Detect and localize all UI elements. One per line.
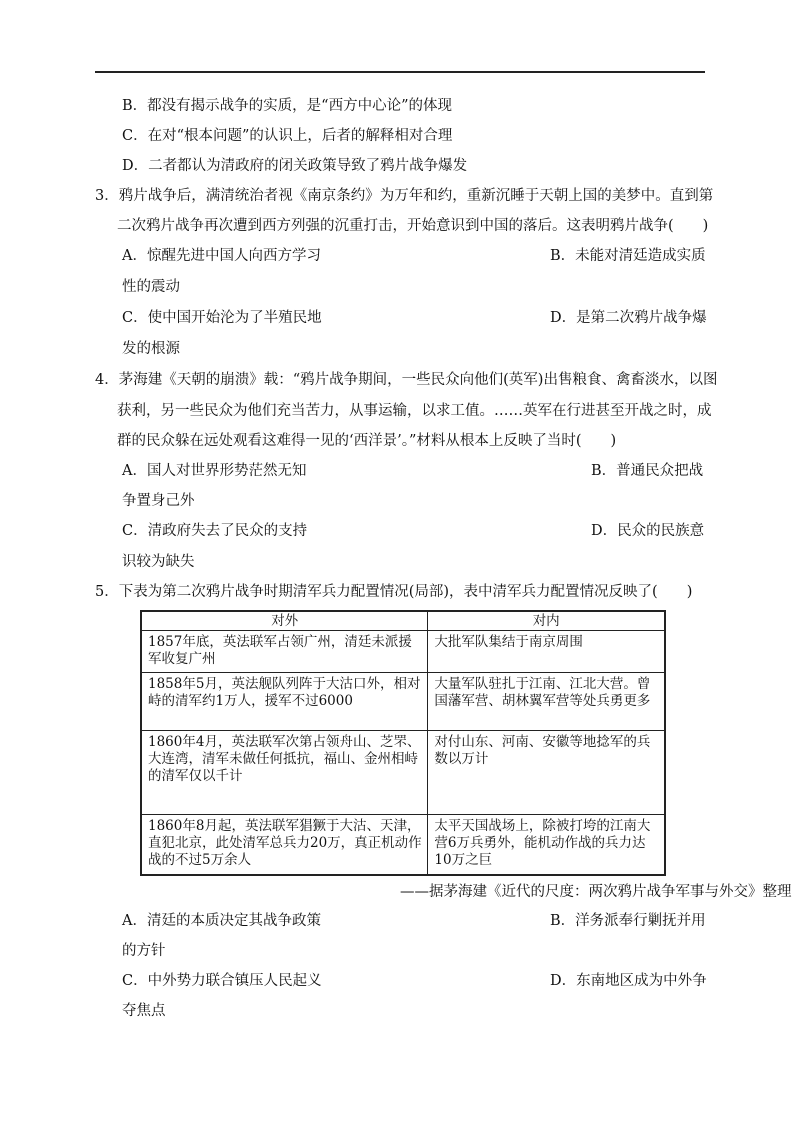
q4-stem-line2: 获利，另一些民众为他们充当苦力，从事运输，以求工值。……英军在行进甚至开战之时，成 bbox=[117, 403, 712, 419]
q5-stem: 5．下表为第二次鸦片战争时期清军兵力配置情况(局部)，表中清军兵力配置情况反映了( ) bbox=[95, 584, 693, 600]
q5-option-c: C．中外势力联合镇压人民起义 bbox=[122, 973, 322, 989]
q3-option-b-cont: 性的震动 bbox=[122, 279, 180, 295]
table-header-row bbox=[141, 611, 665, 631]
q4-option-b-cont: 争置身己外 bbox=[122, 493, 195, 509]
table-cell-domestic: 大量军队驻扎于江南、江北大营。曾国藩军营、胡林翼军营等处兵勇更多 bbox=[428, 673, 665, 731]
table-row bbox=[141, 631, 665, 673]
q5-option-a: A．清廷的本质决定其战争政策 bbox=[122, 913, 321, 929]
q3-option-a: A．惊醒先进中国人向西方学习 bbox=[122, 248, 321, 264]
table-cell-foreign-line1: 1860年4月，英法联军次第占领舟山、芝罘、 bbox=[148, 734, 421, 750]
q5-option-b: B．洋务派奉行剿抚并用 bbox=[550, 913, 706, 929]
table-row bbox=[141, 731, 665, 815]
troop-deployment-table bbox=[140, 610, 666, 876]
q4-stem-line3: 群的民众躲在远处观看这难得一见的‘西洋景’。”材料从根本上反映了当时( ) bbox=[117, 433, 617, 449]
header-rule bbox=[95, 71, 705, 73]
table-row bbox=[141, 815, 665, 875]
q2-option-c: C．在对“根本问题”的认识上，后者的解释相对合理 bbox=[122, 128, 453, 144]
q3-option-d: D．是第二次鸦片战争爆 bbox=[550, 310, 707, 326]
table-cell-domestic: 大批军队集结于南京周围 bbox=[428, 631, 665, 673]
q4-option-d-cont: 识较为缺失 bbox=[122, 554, 195, 570]
table-header-foreign: 对外 bbox=[141, 611, 428, 631]
q2-option-d: D．二者都认为清政府的闭关政策导致了鸦片战争爆发 bbox=[122, 158, 468, 174]
q5-option-b-cont: 的方针 bbox=[122, 943, 166, 959]
table-cell-domestic: 对付山东、河南、安徽等地捻军的兵数以万计 bbox=[428, 731, 665, 815]
q3-stem-line2: 二次鸦片战争再次遭到西方列强的沉重打击，开始意识到中国的落后。这表明鸦片战争( ) bbox=[117, 218, 709, 234]
q3-option-b: B．未能对清廷造成实质 bbox=[550, 248, 706, 264]
q3-option-c: C．使中国开始沦为了半殖民地 bbox=[122, 310, 322, 326]
q5-option-d-cont: 夺焦点 bbox=[122, 1003, 166, 1019]
table-cell-foreign: 1858年5月，英法舰队列阵于大沽口外，相对峙的清军约1万人，援军不过6000 bbox=[141, 673, 428, 731]
table-cell-foreign: 1860年8月起，英法联军猖獗于大沽、天津，直犯北京，此处清军总兵力20万，真正机动作战的不过5万余人 bbox=[141, 815, 428, 875]
table-cell-domestic: 太平天国战场上，除被打垮的江南大营6万兵勇外，能机动作战的兵力达10万之巨 bbox=[428, 815, 665, 875]
q4-option-a: A．国人对世界形势茫然无知 bbox=[122, 463, 307, 479]
table-cell-foreign: 1857年底，英法联军占领广州，清廷未派援军收复广州 bbox=[141, 631, 428, 673]
q4-option-c: C．清政府失去了民众的支持 bbox=[122, 523, 308, 539]
q3-stem-line1: 3．鸦片战争后，满清统治者视《南京条约》为万年和约，重新沉睡于天朝上国的美梦中。直到第 bbox=[95, 188, 714, 204]
q4-option-d: D．民众的民族意 bbox=[591, 523, 705, 539]
q3-option-d-cont: 发的根源 bbox=[122, 341, 180, 357]
q5-option-d: D．东南地区成为中外争 bbox=[550, 973, 707, 989]
table-source-note: ——据茅海建《近代的尺度：两次鸦片战争军事与外交》整理 bbox=[400, 884, 792, 900]
table-cell-foreign bbox=[141, 731, 428, 815]
table-cell-foreign-line2: 大连湾，清军未做任何抵抗，福山、金州相峙的清军仅以千计 bbox=[148, 751, 418, 784]
q2-option-b: B．都没有揭示战争的实质，是“西方中心论”的体现 bbox=[122, 98, 452, 114]
q4-option-b: B．普通民众把战 bbox=[591, 463, 704, 479]
q4-stem-line1: 4．茅海建《天朝的崩溃》载：“鸦片战争期间，一些民众向他们(英军)出售粮食、禽畜淡水，以图 bbox=[95, 372, 718, 388]
table-header-domestic: 对内 bbox=[428, 611, 665, 631]
table-row bbox=[141, 673, 665, 731]
